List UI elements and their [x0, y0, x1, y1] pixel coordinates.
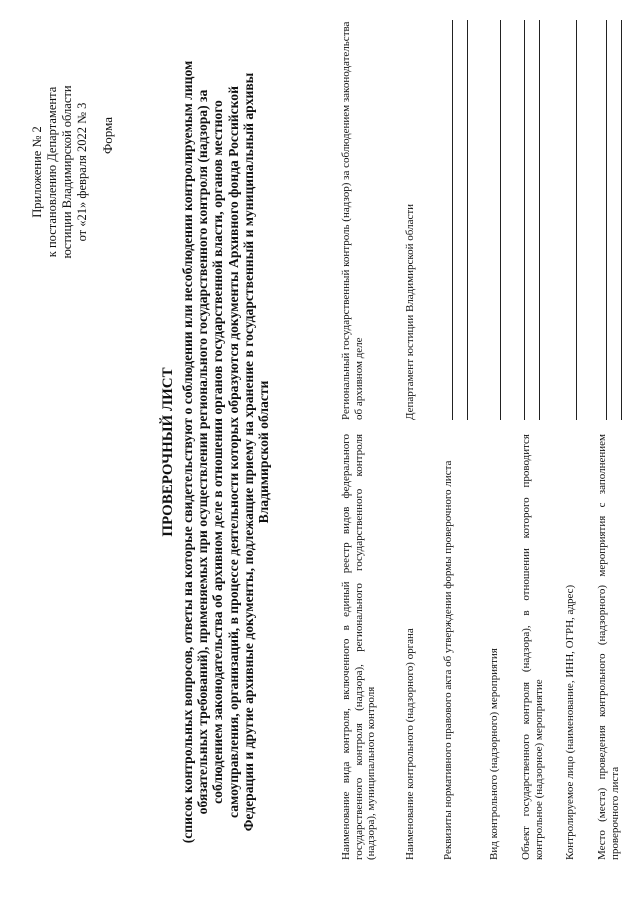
row-label: Наименование контрольного (надзорного) органа	[404, 628, 416, 860]
fill-line	[524, 20, 525, 420]
row-value: Департамент юстиции Владимирской области	[404, 203, 416, 420]
row-value: Региональный государственный контроль (надзор) за соблюдением законодательства об архивном деле	[340, 21, 365, 420]
row-label: Вид контрольного (надзорного) мероприятия	[488, 648, 500, 860]
table-row	[488, 20, 520, 860]
row-value-line[interactable]	[520, 20, 540, 420]
fill-line	[606, 20, 607, 420]
table-row	[596, 20, 640, 860]
rotated-sheet	[20, 22, 620, 882]
page-title: ПРОВЕРОЧНЫЙ ЛИСТ	[160, 367, 176, 537]
row-label: Контролируемое лицо (наименование, ИНН, ОГРН, адрес)	[564, 584, 576, 860]
appendix-date: от «21» февраля 2022 № 3	[75, 102, 89, 242]
row-label: Реквизиты нормативного правового акта об утверждении формы проверочного листа	[442, 460, 454, 860]
table-row	[520, 20, 564, 860]
appendix-department: юстиции Владимирской области	[60, 85, 74, 259]
info-table	[340, 20, 640, 860]
row-label: Объект государственного контроля (надзора), в отношении которого проводится контрольное (надзорное) мероприятие	[520, 434, 545, 860]
table-row	[442, 20, 488, 860]
fill-line	[621, 20, 622, 420]
table-row	[404, 20, 442, 860]
fill-line	[467, 20, 468, 420]
appendix-number: Приложение № 2	[30, 126, 44, 218]
row-value-line[interactable]	[596, 20, 622, 420]
appendix-block	[30, 42, 90, 302]
table-row	[564, 20, 596, 860]
fill-line	[500, 20, 501, 420]
appendix-resolution: к постановлению Департамента	[45, 86, 59, 258]
fill-line	[576, 20, 577, 420]
table-row	[340, 20, 404, 860]
row-value-line[interactable]	[564, 20, 577, 420]
fill-line	[539, 20, 540, 420]
row-value-line[interactable]	[442, 20, 468, 420]
row-label: Наименование вида контроля, включенного в единый реестр видов федерального государственного контроля (надзора), регионального государственного контроля (надзора), муниципального контроля	[340, 434, 377, 860]
form-label: Форма	[100, 117, 115, 154]
row-label: Место (места) проведения контрольного (надзорного) мероприятия с заполнением проверочного листа	[596, 434, 621, 860]
row-value-line[interactable]	[488, 20, 501, 420]
fill-line	[452, 20, 453, 420]
page-subtitle: (список контрольных вопросов, ответы на которые свидетельствуют о соблюдении или несоблюдении контролируемым лицом обязательных требований), применяемых при осуществлении регионального государственного контроля (надзора) за соблюдением законодательства об архивном деле в отношении органов государственной власти, органов местного самоуправления, организаций, в процессе деятельности которых образуются документы Архивного фонда Российской Федерации и другие архивные документы, подлежащие приему на хранение в государственный и муниципальный архивы Владимирской области	[180, 60, 272, 844]
